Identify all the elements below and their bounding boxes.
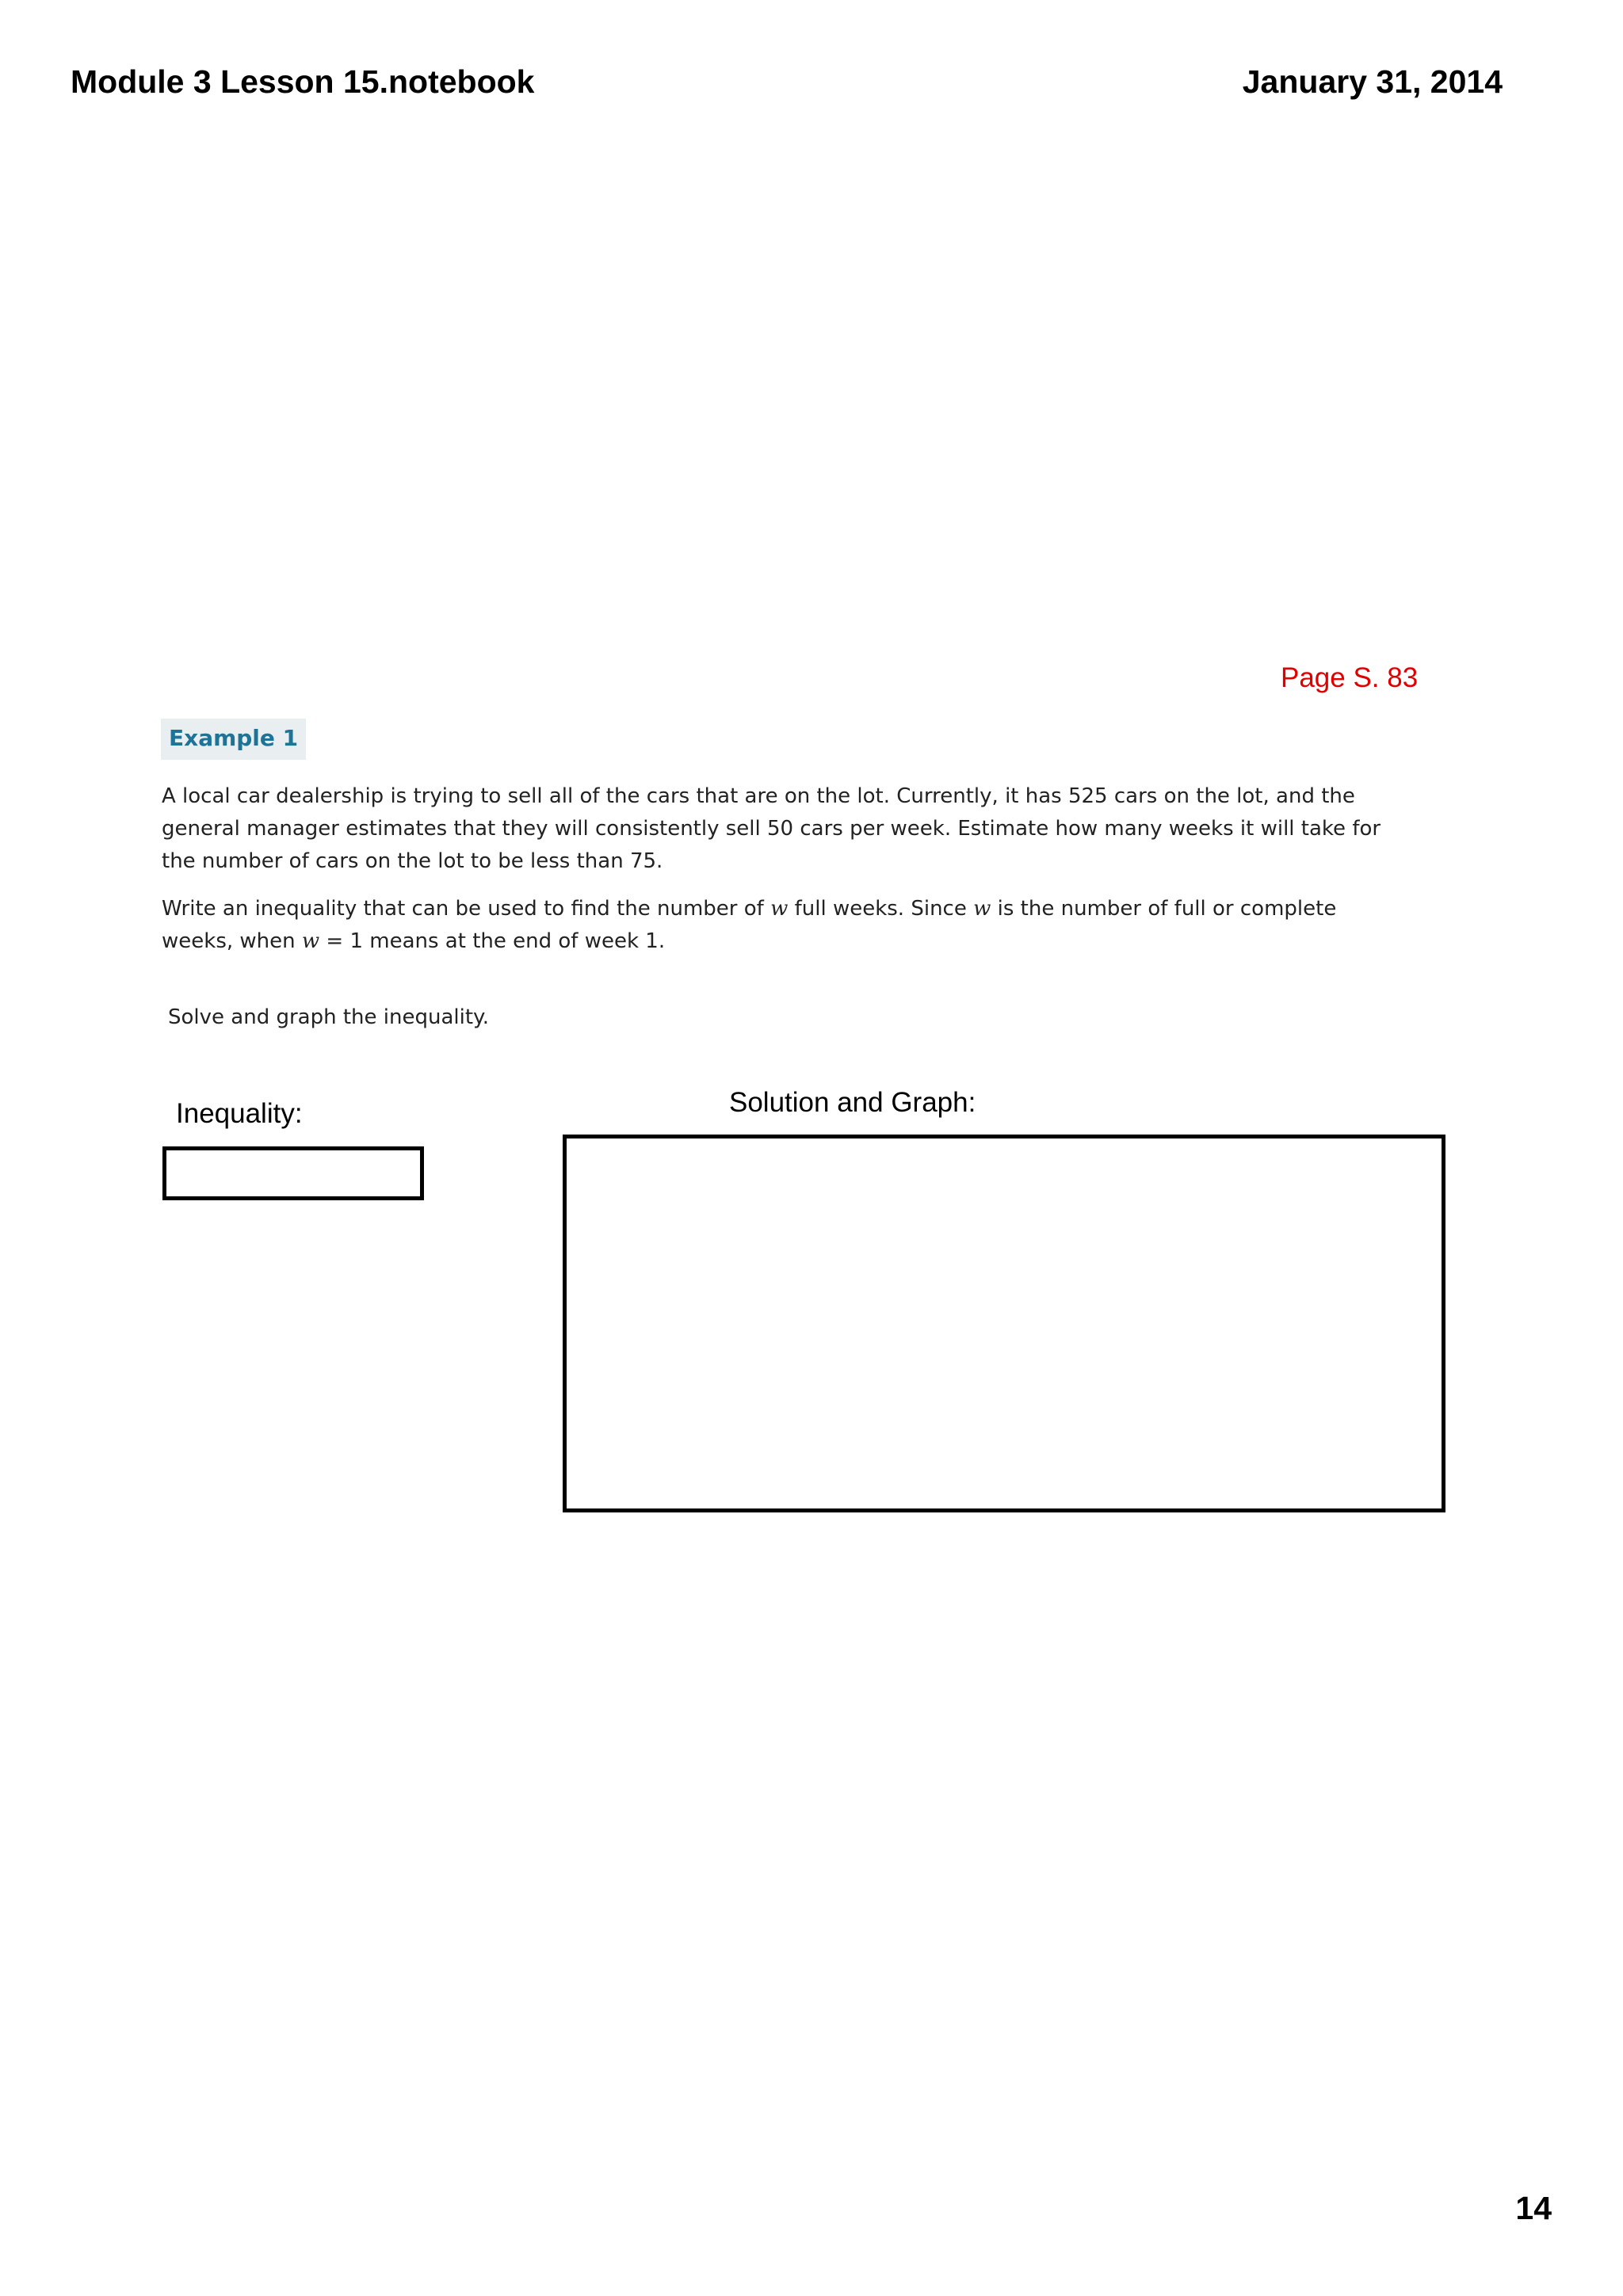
instruction-text: Write an inequality that can be used to find the number of <box>162 897 771 921</box>
inequality-label: Inequality: <box>176 1098 303 1129</box>
instruction-text: is the number of full or complete weeks, when <box>162 897 1337 953</box>
document-title: Module 3 Lesson 15.notebook <box>71 63 535 100</box>
variable-w: w <box>770 897 789 921</box>
page-number: 14 <box>1515 2190 1552 2226</box>
variable-w: w <box>973 897 991 921</box>
example-problem-text: A local car dealership is trying to sell all of the cars that are on the lot. Currently, it has 525 cars on the lot, and the general manager estimates that they will consistently sell 50 cars per week. Estimate how many weeks it will take for the number of cars on the lot to be less than 75. <box>162 784 1381 873</box>
instruction-text: full weeks. Since <box>788 897 974 921</box>
inequality-instruction <box>162 893 1398 958</box>
document-date: January 31, 2014 <box>1242 63 1503 100</box>
solution-graph-label: Solution and Graph: <box>729 1087 976 1118</box>
page-reference: Page S. 83 <box>1281 662 1419 693</box>
variable-w: w <box>301 929 320 953</box>
instruction-text: = 1 means at the end of week 1. <box>319 929 666 953</box>
solve-instruction: Solve and graph the inequality. <box>168 1005 489 1029</box>
example-heading: Example 1 <box>161 719 306 760</box>
solution-graph-answer-box[interactable] <box>563 1135 1445 1512</box>
inequality-answer-box[interactable] <box>162 1146 424 1200</box>
